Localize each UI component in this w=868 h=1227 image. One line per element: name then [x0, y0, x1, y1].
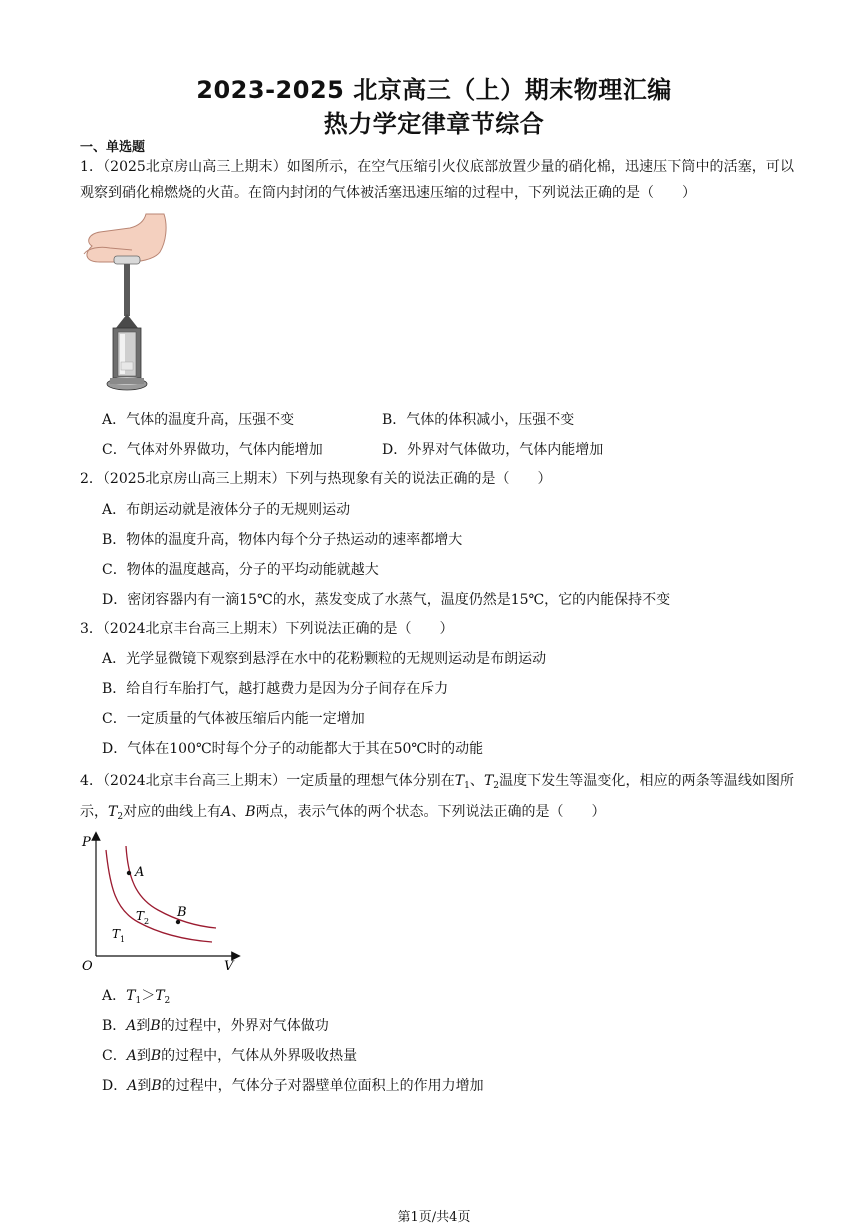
fire-syringe-illustration — [80, 212, 170, 402]
q3-option-a[interactable]: A．光学显微镜下观察到悬浮在水中的花粉颗粒的无规则运动是布朗运动 — [102, 651, 547, 667]
question-3-stem: 3．（2024北京丰台高三上期末）下列说法正确的是（ ） — [80, 621, 454, 637]
q4-option-d-tail: 的过程中，气体分子对器壁单位面积上的作用力增加 — [161, 1078, 484, 1094]
q4-symbol-gt: ＞ — [141, 988, 156, 1004]
q4-symbol-sub: 2 — [164, 996, 171, 1006]
curve-label-t1-sub: 1 — [120, 935, 126, 944]
curve-label-t1: T — [112, 927, 121, 941]
q4-symbol-sub: 1 — [464, 781, 470, 791]
axis-label-p: P — [82, 835, 91, 850]
q2-option-c[interactable]: C．物体的温度越高，分子的平均动能就越大 — [102, 562, 379, 578]
doc-title: 2023-2025 北京高三（上）期末物理汇编 — [196, 76, 672, 104]
q4-stem-part-a: 4．（2024北京丰台高三上期末）一定质量的理想气体分别在 — [80, 773, 455, 789]
page-footer: 第1页/共4页 — [397, 1210, 471, 1225]
q1-option-a[interactable]: A．气体的温度升高，压强不变 — [102, 412, 295, 428]
q4-symbol-b: B — [150, 1018, 161, 1034]
point-a-label: A — [135, 865, 145, 880]
q3-option-c[interactable]: C．一定质量的气体被压缩后内能一定增加 — [102, 711, 365, 727]
question-4-stem — [80, 768, 794, 830]
q4-symbol-t: T — [155, 988, 165, 1004]
q4-symbol-t: T — [126, 988, 136, 1004]
q4-stem-sep: 、 — [231, 804, 246, 820]
question-2-stem: 2．（2025北京房山高三上期末）下列与热现象有关的说法正确的是（ ） — [80, 471, 552, 487]
q4-option-c-tail: 的过程中，气体从外界吸收热量 — [161, 1048, 358, 1064]
q4-symbol-b: B — [245, 804, 256, 820]
q4-symbol-b: B — [150, 1048, 162, 1064]
q1-option-d[interactable]: D．外界对气体做功，气体内能增加 — [382, 442, 604, 458]
q4-symbol-t: T — [454, 773, 465, 789]
isotherm-graph — [78, 828, 242, 974]
q4-option-d[interactable] — [102, 1076, 484, 1096]
q4-symbol-a: A — [221, 804, 232, 820]
q4-symbol-t: T — [483, 773, 494, 789]
isotherm-curve-t1 — [106, 850, 212, 942]
q4-stem-part-d: 两点，表示气体的两个状态。下列说法正确的是（ ） — [255, 804, 606, 820]
q4-option-to: 到 — [136, 1018, 151, 1034]
q4-symbol-a: A — [126, 1018, 137, 1034]
q4-stem-part-c: 对应的曲线上有 — [123, 804, 222, 820]
doc-subtitle: 热力学定律章节综合 — [323, 110, 545, 138]
q4-option-to: 到 — [136, 1048, 151, 1064]
q1-option-c[interactable]: C．气体对外界做功，气体内能增加 — [102, 442, 323, 458]
q1-option-b[interactable]: B．气体的体积减小，压强不变 — [382, 412, 575, 428]
q3-option-d[interactable]: D．气体在100℃时每个分子的动能都大于其在50℃时的动能 — [102, 741, 484, 757]
q3-option-b[interactable]: B．给自行车胎打气，越打越费力是因为分子间存在斥力 — [102, 681, 449, 697]
q4-symbol-sub: 2 — [117, 812, 124, 822]
q4-symbol-sub: 1 — [135, 996, 142, 1006]
point-a-marker — [127, 871, 131, 875]
question-1-stem: 1．（2025北京房山高三上期末）如图所示，在空气压缩引火仪底部放置少量的硝化棉，迅速压下筒中的活塞，可以观察到硝化棉燃烧的火苗。在筒内封闭的气体被活塞迅速压缩的过程中，下列说法正确的是（ ） — [80, 159, 794, 201]
origin-label: O — [82, 959, 93, 974]
q4-option-prefix: C． — [102, 1048, 127, 1064]
q4-stem-sep: 、 — [469, 773, 484, 789]
q4-option-a[interactable] — [102, 986, 170, 1011]
section-heading: 一、单选题 — [80, 140, 146, 155]
q4-symbol-sub: 2 — [493, 781, 500, 791]
axis-label-v: V — [224, 959, 234, 974]
q4-symbol-b: B — [151, 1078, 162, 1094]
q4-stem-part-b: 温度下发生等温变化，相应的两条等温线如图所示， — [80, 773, 794, 820]
q4-option-prefix: D． — [102, 1078, 128, 1094]
q4-symbol-t: T — [108, 804, 118, 820]
q4-option-b[interactable] — [102, 1016, 329, 1036]
q4-option-to: 到 — [137, 1078, 152, 1094]
q4-option-b-tail: 的过程中，外界对气体做功 — [160, 1018, 329, 1034]
q2-option-b[interactable]: B．物体的温度升高，物体内每个分子热运动的速率都增大 — [102, 532, 463, 548]
q4-option-c[interactable] — [102, 1046, 357, 1066]
curve-label-t2: T — [136, 909, 145, 923]
q4-option-a-prefix: A． — [102, 988, 127, 1004]
q4-symbol-a: A — [126, 1048, 137, 1064]
q4-symbol-a: A — [127, 1078, 138, 1094]
q4-option-prefix: B． — [102, 1018, 127, 1034]
point-b-label: B — [177, 905, 187, 920]
curve-label-t2-sub: 2 — [144, 917, 150, 926]
point-b-marker — [176, 920, 180, 924]
q2-option-d[interactable]: D．密闭容器内有一滴15℃的水，蒸发变成了水蒸气，温度仍然是15℃，它的内能保持不变 — [102, 592, 671, 608]
q2-option-a[interactable]: A．布朗运动就是液体分子的无规则运动 — [102, 502, 351, 518]
